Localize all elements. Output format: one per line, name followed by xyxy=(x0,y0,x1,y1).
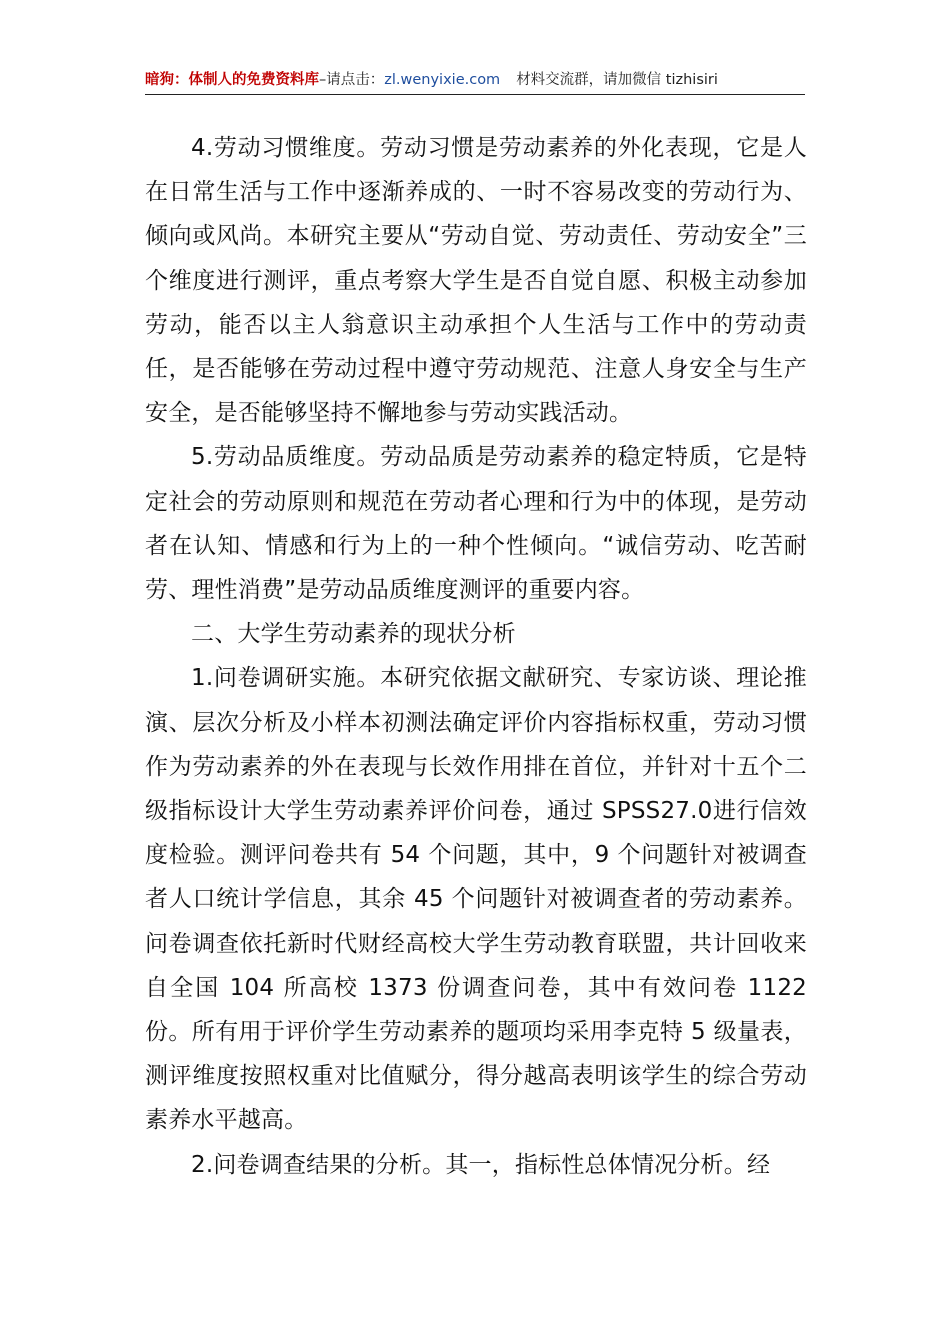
paragraph-survey-implementation: 1.问卷调研实施。本研究依据文献研究、专家访谈、理论推演、层次分析及小样本初测法确定评价内容指标权重，劳动习惯作为劳动素养的外在表现与长效作用排在首位，并针对十五个二级指标设计大学生劳动素养评价问卷，通过 SPSS27.0进行信效度检验。测评问卷共有 54 个问题，其中，9 个问题针对被调查者人口统计学信息，其余 45 个问题针对被调查者的劳动素养。问卷调查依托新时代财经高校大学生劳动教育联盟，共计回收来自全国 104 所高校 1373 份调查问卷，其中有效问卷 1122 份。所有用于评价学生劳动素养的题项均采用李克特 5 级量表，测评维度按照权重对比值赋分，得分越高表明该学生的综合劳动素养水平越高。 xyxy=(145,665,807,1134)
section-heading-status-analysis: 二、大学生劳动素养的现状分析 xyxy=(191,621,516,648)
paragraph-labor-quality: 5.劳动品质维度。劳动品质是劳动素养的稳定特质，它是特定社会的劳动原则和规范在劳动者心理和行为中的体现，是劳动者在认知、情感和行为上的一种个性倾向。“诚信劳动、吃苦耐劳、理性消费”是劳动品质维度测评的重要内容。 xyxy=(145,444,807,604)
document-body xyxy=(145,126,807,1187)
page-header xyxy=(145,66,805,95)
header-click-prompt: –请点击： xyxy=(319,72,385,88)
paragraph-labor-habit: 4.劳动习惯维度。劳动习惯是劳动素养的外化表现，它是人在日常生活与工作中逐渐养成的、一时不容易改变的劳动行为、倾向或风尚。本研究主要从“劳动自觉、劳动责任、劳动安全”三个维度进行测评，重点考察大学生是否自觉自愿、积极主动参加劳动，能否以主人翁意识主动承担个人生活与工作中的劳动责任，是否能够在劳动过程中遵守劳动规范、注意人身安全与生产安全，是否能够坚持不懈地参与劳动实践活动。 xyxy=(145,135,807,427)
header-brand: 暗狗：体制人的免费资料库 xyxy=(145,72,319,88)
header-wechat-note: 材料交流群，请加微信 tizhisiri xyxy=(516,72,718,88)
paragraph-survey-results: 2.问卷调查结果的分析。其一，指标性总体情况分析。经 xyxy=(191,1151,771,1178)
header-url-link[interactable]: zl.wenyixie.com xyxy=(384,72,501,88)
